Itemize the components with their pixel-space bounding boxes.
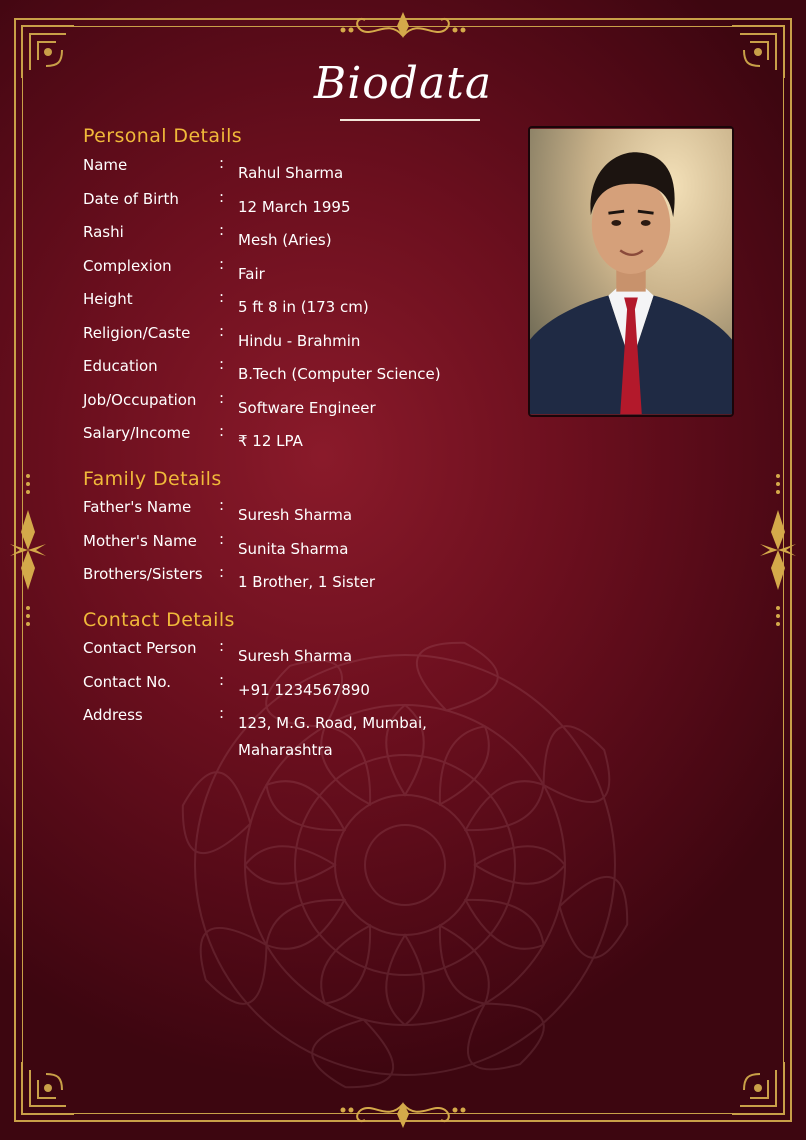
right-side-ornament [758,470,798,630]
field-row-education [83,357,523,387]
family-details-heading: Family Details [83,468,222,490]
field-value: 5 ft 8 in (173 cm) [238,298,369,316]
field-value-line-2: Maharashtra [238,741,333,759]
corner-ornament-bottom-right [728,1058,788,1118]
personal-details-heading: Personal Details [83,125,243,147]
field-row-brothers-sisters [83,565,523,595]
field-value: Software Engineer [238,399,376,417]
field-label: Mother's Name [83,532,197,550]
separator: : [219,188,225,206]
field-row-salary-income [83,424,523,454]
contact-details-heading: Contact Details [83,609,235,631]
field-label: Religion/Caste [83,324,191,342]
field-label: Salary/Income [83,424,191,442]
separator: : [219,389,225,407]
separator: : [219,704,225,722]
field-label: Contact Person [83,639,197,657]
field-label: Name [83,156,128,174]
separator: : [219,322,225,340]
separator: : [219,221,225,239]
field-row-job-occupation [83,391,523,421]
field-label: Contact No. [83,673,172,691]
field-value: B.Tech (Computer Science) [238,365,441,383]
field-value: Suresh Sharma [238,647,353,665]
field-label: Complexion [83,257,172,275]
field-label: Brothers/Sisters [83,565,203,583]
field-value: 123, M.G. Road, Mumbai, [238,714,427,732]
separator: : [219,288,225,306]
field-value: 12 March 1995 [238,198,351,216]
title-underline [340,119,480,121]
field-value: Mesh (Aries) [238,231,332,249]
field-row-fathers-name [83,498,523,528]
separator: : [219,422,225,440]
separator: : [219,355,225,373]
field-row-height [83,290,523,320]
field-row-contact-person [83,639,523,669]
top-flourish-ornament [333,8,473,54]
separator: : [219,637,225,655]
corner-ornament-bottom-left [18,1058,78,1118]
field-label: Address [83,706,143,724]
separator: : [219,563,225,581]
separator: : [219,154,225,172]
field-value: Suresh Sharma [238,506,353,524]
field-row-rashi [83,223,523,253]
field-label: Education [83,357,158,375]
field-value: Rahul Sharma [238,164,344,182]
field-row-date-of-birth [83,190,523,220]
field-label: Job/Occupation [83,391,197,409]
separator: : [219,530,225,548]
field-value: +91 1234567890 [238,681,370,699]
profile-photo [528,126,734,417]
field-value: 1 Brother, 1 Sister [238,573,376,591]
field-row-address [83,706,523,766]
field-value: Hindu - Brahmin [238,332,361,350]
separator: : [219,255,225,273]
field-value: Sunita Sharma [238,540,349,558]
field-value: ₹ 12 LPA [238,432,303,450]
separator: : [219,671,225,689]
field-row-complexion [83,257,523,287]
left-side-ornament [8,470,48,630]
page-title: Biodata [313,58,493,109]
bottom-flourish-ornament [333,1086,473,1132]
field-row-mothers-name [83,532,523,562]
field-row-religion-caste [83,324,523,354]
separator: : [219,496,225,514]
field-row-contact-number [83,673,523,703]
field-label: Height [83,290,133,308]
field-label: Father's Name [83,498,192,516]
field-label: Date of Birth [83,190,179,208]
field-value: Fair [238,265,265,283]
field-label: Rashi [83,223,124,241]
field-row-name [83,156,523,186]
